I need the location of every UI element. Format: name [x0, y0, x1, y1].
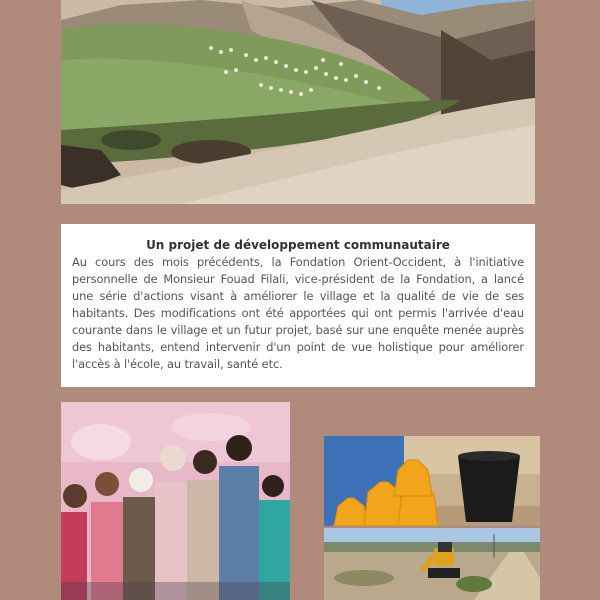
water-jugs-photo: [324, 436, 540, 526]
road-works-photo: [324, 528, 540, 600]
hero-landscape-photo: [61, 0, 535, 204]
children-photo: [61, 402, 290, 600]
road-illustration: [324, 528, 540, 600]
jugs-illustration: [324, 436, 540, 526]
article-card: [61, 224, 535, 387]
article-body: Au cours des mois précédents, la Fondation Orient-Occident, à l'initiative personnelle de Monsieur Fouad Filali, vice-président de la Fondation, a lancé une série d'actions visant à améliorer le village et la qualité de vie de ses habitants. Des modifications ont été apportées qui ont permis l'arrivée d'eau courante dans le village et un futur projet, basé sur une enquête menée auprès des habitants, entend intervenir d'un point de vue holistique pour améliorer l'accès à l'école, au travail, santé etc.: [72, 255, 524, 371]
children-illustration: [61, 402, 290, 600]
landscape-illustration: [61, 0, 535, 204]
article-title: Un projet de développement communautaire: [146, 238, 450, 252]
